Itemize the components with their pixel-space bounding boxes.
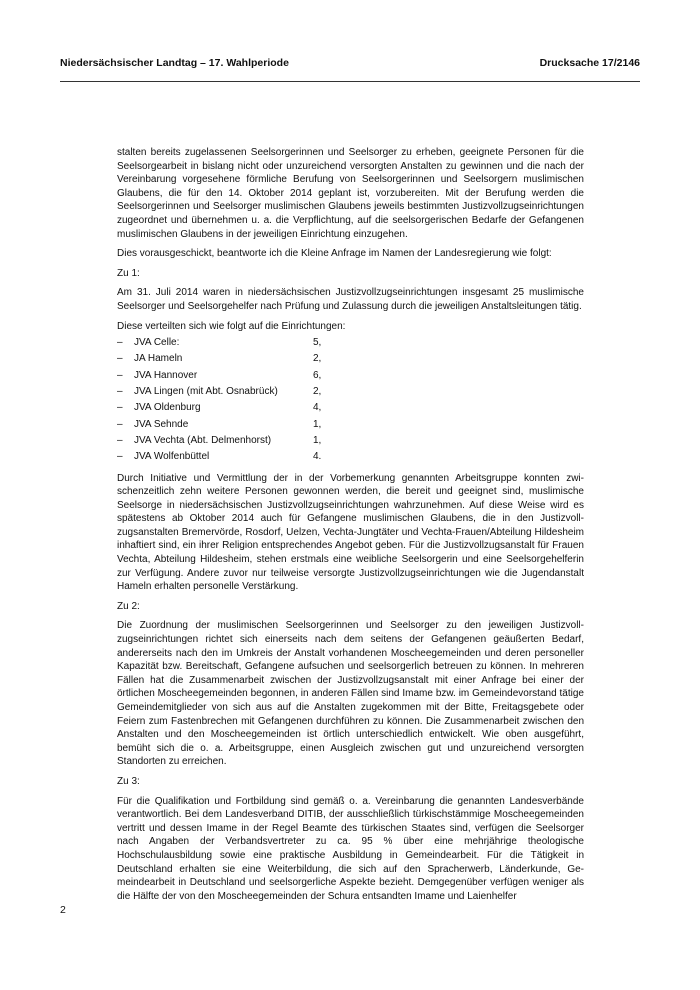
paragraph-answer-intro: Dies vorausgeschickt, beantworte ich die Kleine Anfrage im Namen der Landesregierung wie folgt:: [117, 248, 552, 260]
facility-name: JVA Lingen (mit Abt. Osnabrück): [134, 386, 278, 398]
facility-list: [117, 335, 584, 465]
facility-count: 1,: [313, 418, 322, 430]
facility-count: 2,: [313, 353, 322, 365]
header-document-number: Drucksache 17/2146: [539, 57, 640, 69]
page-number: 2: [60, 904, 66, 916]
section-heading-zu-2: Zu 2:: [117, 600, 140, 612]
list-dash: –: [117, 369, 123, 381]
list-item: [117, 449, 584, 465]
facility-name: JVA Hannover: [134, 369, 198, 381]
list-item: [117, 400, 584, 416]
header-divider: [60, 81, 640, 82]
list-item: [117, 433, 584, 449]
facility-name: JVA Sehnde: [134, 418, 189, 430]
facility-count: 4,: [313, 402, 322, 414]
list-item: [117, 351, 584, 367]
facility-name: JVA Wolfenbüttel: [134, 451, 210, 463]
list-item: [117, 368, 584, 384]
section-heading-zu-3: Zu 3:: [117, 775, 140, 787]
paragraph-answer-1: Am 31. Juli 2014 waren in niedersächsischen Justizvollzugseinrichtungen insgesamt 25 muslimische Seelsorger und Seelsorgehelfer nach Prüfung und Zulassung durch die jeweiligen Anstaltsleitungen tätig.: [117, 287, 584, 312]
facility-count: 5,: [313, 337, 322, 349]
list-item: [117, 417, 584, 433]
facility-name: JVA Oldenburg: [134, 402, 201, 414]
list-dash: –: [117, 434, 123, 446]
facility-count: 4.: [313, 451, 322, 463]
list-item: [117, 335, 584, 351]
facility-count: 6,: [313, 369, 322, 381]
list-dash: –: [117, 337, 123, 349]
page-header: [60, 50, 640, 76]
paragraph-intro-continued: stalten bereits zugelassenen Seelsorgerinnen und Seelsorger zu erheben, geeignete Personen für die Seelsorgearbeit in bislang nicht oder unzureichend versorgten Anstalten zu gewinnen und die nach der Vereinbarung vorgesehene förmliche Berufung von Seelsorgerinnen und Seelsorgern muslimischen Glaubens, die für den 14. Oktober 2014 geplant ist, vorzubereiten. Mit der Berufung werden die Seelsorgerinnen und Seelsorger muslimischen Glaubens jeweils bestimmten Justizvollzugseinrichtungen zugeordnet und übernehmen u. a. die Verpflichtung, auf die seelsorgerischen Bedarfe der Gefangenen muslimischen Glaubens in der jeweiligen Einrichtung einzugehen.: [117, 147, 584, 240]
list-dash: –: [117, 402, 123, 414]
section-heading-zu-1: Zu 1:: [117, 267, 140, 279]
list-dash: –: [117, 418, 123, 430]
document-body: [117, 146, 584, 903]
list-dash: –: [117, 353, 123, 365]
paragraph-new-staff: Durch Initiative und Vermittlung der in der Vorbemerkung genannten Arbeitsgruppe konnten zwischenzeitlich zehn weitere Personen gewonnen werden, die bereit und geeignet sind, muslimische Seelsorge in niedersächsischen Justizvollzugseinrichtungen wahrzunehmen. Auf diese Weise wird es spätestens ab Oktober 2014 auch für Gefangene muslimischen Glaubens, die in den Justizvollzugsanstalten Bremervörde, Rosdorf, Uelzen, Vechta-Jungtäter und Vechta-Frauen/Abteilung Hildesheim inhaftiert sind, ein ihrer Religion entsprechendes Angebot geben. Für die Justizvollzugsanstalt für Frauen Vechta, Abteilung Hildesheim, stehen erstmals eine weibliche Seelsorgerin und eine Seelsorgehelferin zur Verfügung. Andere zuvor nur teilweise versorgte Justizvollzugseinrichtungen wie die Jugendanstalt Hameln erhalten personelle Verstärkung.: [117, 472, 584, 593]
facility-count: 1,: [313, 434, 322, 446]
paragraph-answer-3: Für die Qualifikation und Fortbildung sind gemäß o. a. Vereinbarung die genannten Landesverbände verantwortlich. Bei dem Landesverband DITIB, der ausschließlich türkischstämmige Moscheegemeinden vertritt und dessen Imame in der Regel Beamte des türkischen Staates sind, verfügen die Seelsorger nach Angaben der Verbandsvertreter zu ca. 95 % über eine mehrjährige theologische Hochschulausbildung sowie eine praktische Ausbildung in Gemeindearbeit. Für die Tätigkeit in Deutschland erhalten sie eine Weiterbildung, die sich auf den Spracherwerb, Länderkunde, Gemeindearbeit in Deutschland und seelsorgerliche Aspekte bezieht. Demgegenüber verfügen weniger als die Hälfte der von den Moscheegemeinden der Schura entsandten Imame und Laienhelfer: [117, 795, 584, 902]
paragraph-answer-2: Die Zuordnung der muslimischen Seelsorgerinnen und Seelsorger zu den jeweiligen Justizvollzugseinrichtungen richtet sich einerseits nach dem seitens der Gefangenen geäußerten Bedarf, andererseits nach den im Umkreis der Anstalt vorhandenen Moscheegemeinden und deren personeller Kapazität bzw. Bereitschaft, Gefangene aufsuchen und seelsorgerlich betreuen zu können. In mehreren Fällen hat die Zusammenarbeit zwischen der Justizvollzugsanstalt mit einer Anfrage bei einer der örtlichen Moscheegemeinden begonnen, in anderen Fällen sind Imame bzw. im Gemeindevorstand tätige Gemeindemitglieder von sich aus auf die Anstalten zugekommen mit der Bitte, Freitagsgebete oder Feiern zum Fastenbrechen mit Gefangenen durchführen zu können. Die Zusammenarbeit zwischen den Anstalten und den Moscheegemeinden ist örtlich unterschiedlich entwickelt. Wie oben ausgeführt, bemüht sich die o. a. Arbeitsgruppe, einen Ausgleich zwischen gut und unzureichend versorgten Standorten zu erreichen.: [117, 620, 584, 768]
facility-name: JVA Vechta (Abt. Delmenhorst): [134, 434, 272, 446]
facility-name: JVA Celle:: [134, 337, 180, 349]
paragraph-distribution-intro: Diese verteilten sich wie folgt auf die Einrichtungen:: [117, 320, 346, 332]
facility-count: 2,: [313, 386, 322, 398]
list-dash: –: [117, 386, 123, 398]
list-item: [117, 384, 584, 400]
facility-name: JA Hameln: [134, 353, 183, 365]
header-parliament-title: Niedersächsischer Landtag – 17. Wahlperiode: [60, 57, 289, 69]
list-dash: –: [117, 451, 123, 463]
